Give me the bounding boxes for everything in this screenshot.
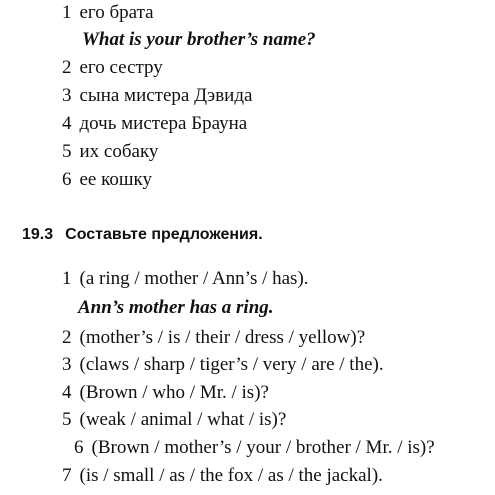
- item-number: 6: [62, 169, 72, 190]
- item-text: сына мистера Дэвида: [79, 85, 253, 106]
- item-number: 2: [62, 327, 72, 348]
- item-text: (is / small / as / the fox / as / the jackal).: [79, 465, 383, 486]
- item-number: 6: [74, 437, 84, 458]
- item-number: 3: [62, 85, 72, 106]
- item-number: 4: [62, 113, 72, 134]
- list-item: [62, 354, 384, 376]
- item-number: 1: [62, 268, 72, 289]
- example-answer: Ann’s mother has a ring.: [78, 297, 274, 318]
- list-item: [74, 437, 435, 459]
- list-item: [62, 141, 158, 163]
- item-text: (Brown / mother’s / your / brother / Mr. / is)?: [91, 437, 435, 458]
- section-number: 19.3: [22, 226, 54, 243]
- item-text: дочь мистера Брауна: [79, 113, 248, 134]
- list-item: [62, 2, 154, 24]
- example-answer: What is your brother’s name?: [82, 29, 316, 50]
- list-item: [62, 409, 286, 431]
- list-item: [62, 465, 383, 487]
- item-number: 5: [62, 409, 72, 430]
- list-item: [62, 382, 269, 404]
- item-number: 1: [62, 2, 72, 23]
- item-number: 2: [62, 57, 72, 78]
- item-text: ее кошку: [79, 169, 152, 190]
- item-text: (a ring / mother / Ann’s / has).: [79, 268, 309, 289]
- list-item: [62, 85, 252, 107]
- item-text: (weak / animal / what / is)?: [79, 409, 287, 430]
- section-title: Составьте предложения.: [65, 226, 263, 243]
- item-text: их собаку: [79, 141, 159, 162]
- list-item: [62, 57, 163, 79]
- list-item: [62, 268, 309, 290]
- item-text: (Brown / who / Mr. / is)?: [79, 382, 269, 403]
- item-text: его сестру: [79, 57, 163, 78]
- item-text: (claws / sharp / tiger’s / very / are / the).: [79, 354, 384, 375]
- item-text: (mother’s / is / their / dress / yellow)?: [79, 327, 366, 348]
- list-item: [62, 113, 247, 135]
- section-heading: [22, 225, 263, 245]
- item-number: 5: [62, 141, 72, 162]
- item-text: его брата: [79, 2, 154, 23]
- item-number: 4: [62, 382, 72, 403]
- item-number: 7: [62, 465, 72, 486]
- list-item: [62, 327, 365, 349]
- item-number: 3: [62, 354, 72, 375]
- list-item: [62, 169, 152, 191]
